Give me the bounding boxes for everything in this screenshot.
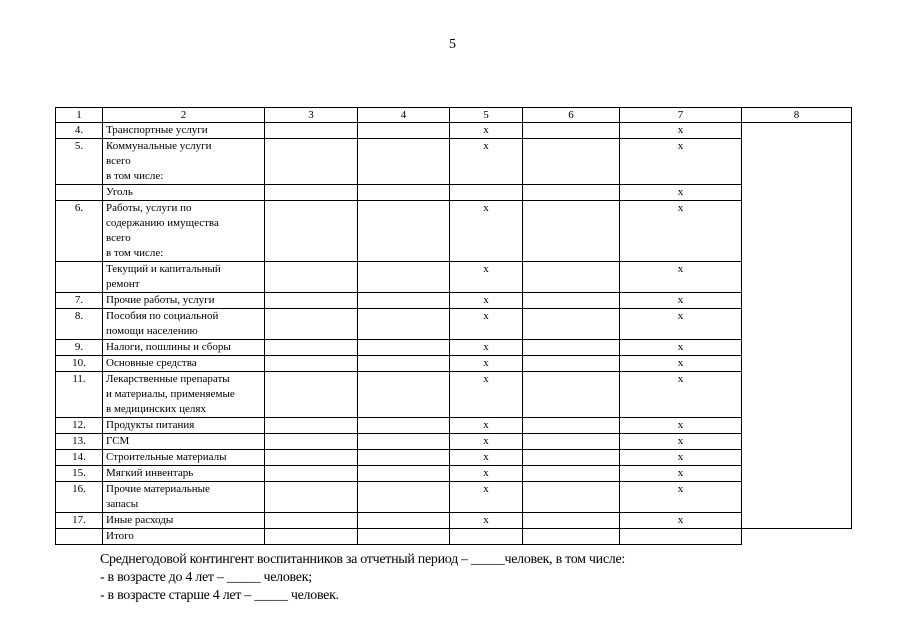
row-name [103, 418, 265, 434]
cell-col7: х [620, 309, 742, 340]
cell-col5: х [450, 450, 523, 466]
cell-col7 [620, 529, 742, 545]
row-name-text: ГСМ [106, 435, 130, 447]
row-name [103, 340, 265, 356]
row-name-text: Налоги, пошлины и сборы [106, 341, 231, 353]
footnote-line-under-4: - в возрасте до 4 лет – _____ человек; [100, 570, 312, 585]
table-row [56, 450, 852, 466]
cell-col7: х [620, 482, 742, 513]
cell-col7: х [620, 185, 742, 201]
cell-col5: х [450, 356, 523, 372]
row-name [103, 513, 265, 529]
cell-col6 [523, 356, 620, 372]
cell-col7: х [620, 262, 742, 293]
row-name [103, 262, 265, 293]
cell-col4 [358, 262, 450, 293]
cell-col6 [523, 340, 620, 356]
cell-col4 [358, 418, 450, 434]
cell-col7: х [620, 293, 742, 309]
row-number: 7. [56, 293, 103, 309]
column-header-5: 5 [450, 108, 523, 123]
row-number: 16. [56, 482, 103, 513]
row-name [103, 309, 265, 340]
row-number [56, 185, 103, 201]
row-name [103, 139, 265, 185]
cell-col7: х [620, 123, 742, 139]
row-name-text: Прочие работы, услуги [106, 294, 215, 306]
row-number: 9. [56, 340, 103, 356]
row-name-text: Основные средства [106, 357, 197, 369]
row-name [103, 356, 265, 372]
table-row [56, 340, 852, 356]
cell-col5: х [450, 139, 523, 185]
row-name [103, 201, 265, 262]
cell-col6 [523, 201, 620, 262]
row-name-text: Коммунальные услуги всего в том числе: [106, 140, 212, 182]
cell-col7: х [620, 372, 742, 418]
row-name [103, 450, 265, 466]
cell-col5: х [450, 201, 523, 262]
cell-col7: х [620, 340, 742, 356]
row-number: 15. [56, 466, 103, 482]
cell-col7: х [620, 434, 742, 450]
row-name-text: Иные расходы [106, 514, 174, 526]
cell-col3 [265, 185, 358, 201]
cell-col3 [265, 466, 358, 482]
footnote [100, 551, 625, 605]
row-number: 17. [56, 513, 103, 529]
cell-col5 [450, 185, 523, 201]
cell-col6 [523, 372, 620, 418]
cell-col7: х [620, 356, 742, 372]
row-name-text: Мягкий инвентарь [106, 467, 194, 479]
page-number: 5 [449, 37, 456, 52]
row-number [56, 262, 103, 293]
row-name [103, 372, 265, 418]
table-row [56, 434, 852, 450]
table-header-row [56, 108, 852, 123]
table-row [56, 123, 852, 139]
row-name-text: Пособия по социальной помощи населению [106, 310, 219, 337]
row-name [103, 434, 265, 450]
row-number: 10. [56, 356, 103, 372]
row-number: 12. [56, 418, 103, 434]
cell-col4 [358, 309, 450, 340]
table-row [56, 185, 852, 201]
row-name-text: Продукты питания [106, 419, 195, 431]
cell-col3 [265, 309, 358, 340]
cell-col3 [265, 340, 358, 356]
row-name-text: Итого [106, 530, 134, 542]
cell-col5 [450, 529, 523, 545]
row-name-text: Уголь [106, 186, 133, 198]
table-row [56, 418, 852, 434]
column-header-4: 4 [358, 108, 450, 123]
row-name [103, 466, 265, 482]
cell-col4 [358, 450, 450, 466]
footnote-line-over-4: - в возрасте старше 4 лет – _____ человек. [100, 588, 339, 603]
table-row [56, 466, 852, 482]
cell-col4 [358, 356, 450, 372]
cell-col6 [523, 482, 620, 513]
cell-col5: х [450, 418, 523, 434]
table-row [56, 293, 852, 309]
cell-col3 [265, 123, 358, 139]
table-row [56, 309, 852, 340]
cell-col7: х [620, 201, 742, 262]
cell-col8-merged [742, 123, 852, 529]
cell-col6 [523, 466, 620, 482]
cell-col3 [265, 293, 358, 309]
table-row [56, 139, 852, 185]
row-name [103, 123, 265, 139]
cell-col3 [265, 513, 358, 529]
row-name [103, 529, 265, 545]
table-body [56, 123, 852, 545]
row-number: 6. [56, 201, 103, 262]
cell-col4 [358, 139, 450, 185]
cell-col4 [358, 340, 450, 356]
column-header-7: 7 [620, 108, 742, 123]
cell-col5: х [450, 309, 523, 340]
cell-col6 [523, 185, 620, 201]
cell-col6 [523, 293, 620, 309]
footnote-line-total: Среднегодовой контингент воспитанников за отчетный период – _____человек, в том числе: [100, 552, 625, 567]
cell-col3 [265, 529, 358, 545]
cell-col3 [265, 262, 358, 293]
column-header-8: 8 [742, 108, 852, 123]
row-number: 8. [56, 309, 103, 340]
cell-col4 [358, 293, 450, 309]
column-header-1: 1 [56, 108, 103, 123]
cell-col5: х [450, 262, 523, 293]
table-row [56, 356, 852, 372]
cell-col5: х [450, 434, 523, 450]
row-name-text: Текущий и капитальный ремонт [106, 263, 221, 290]
cell-col4 [358, 482, 450, 513]
cell-col6 [523, 309, 620, 340]
column-header-2: 2 [103, 108, 265, 123]
cell-col3 [265, 372, 358, 418]
cell-col5: х [450, 482, 523, 513]
row-number: 11. [56, 372, 103, 418]
cell-col6 [523, 418, 620, 434]
cell-col3 [265, 450, 358, 466]
cell-col7: х [620, 513, 742, 529]
cell-col3 [265, 482, 358, 513]
cell-col7: х [620, 139, 742, 185]
cell-col6 [523, 529, 620, 545]
cell-col5: х [450, 513, 523, 529]
cell-col4 [358, 123, 450, 139]
cell-col6 [523, 434, 620, 450]
table-row [56, 529, 852, 545]
cell-col5: х [450, 372, 523, 418]
row-name-text: Строительные материалы [106, 451, 227, 463]
row-name [103, 293, 265, 309]
table-row [56, 201, 852, 262]
table-row [56, 372, 852, 418]
row-name [103, 185, 265, 201]
cell-col3 [265, 434, 358, 450]
row-number [56, 529, 103, 545]
row-number: 13. [56, 434, 103, 450]
expense-table [55, 107, 852, 545]
column-header-3: 3 [265, 108, 358, 123]
cell-col6 [523, 262, 620, 293]
row-number: 14. [56, 450, 103, 466]
cell-col5: х [450, 340, 523, 356]
cell-col6 [523, 139, 620, 185]
cell-col3 [265, 139, 358, 185]
row-number: 5. [56, 139, 103, 185]
cell-col4 [358, 372, 450, 418]
column-header-6: 6 [523, 108, 620, 123]
cell-col5: х [450, 466, 523, 482]
cell-col3 [265, 356, 358, 372]
cell-col6 [523, 123, 620, 139]
row-name-text: Работы, услуги по содержанию имущества всего в том числе: [106, 202, 219, 259]
cell-col5: х [450, 293, 523, 309]
cell-col5: х [450, 123, 523, 139]
row-name [103, 482, 265, 513]
cell-col7: х [620, 418, 742, 434]
table-row [56, 513, 852, 529]
cell-col7: х [620, 466, 742, 482]
row-name-text: Прочие материальные запасы [106, 483, 210, 510]
row-number: 4. [56, 123, 103, 139]
cell-col6 [523, 513, 620, 529]
cell-col3 [265, 418, 358, 434]
cell-col4 [358, 201, 450, 262]
row-name-text: Транспортные услуги [106, 124, 208, 136]
row-name-text: Лекарственные препараты и материалы, применяемые в медицинских целях [106, 373, 235, 415]
table-row [56, 482, 852, 513]
cell-col3 [265, 201, 358, 262]
cell-col4 [358, 434, 450, 450]
cell-col7: х [620, 450, 742, 466]
cell-col4 [358, 529, 450, 545]
cell-col8-empty [742, 529, 852, 545]
cell-col4 [358, 185, 450, 201]
cell-col6 [523, 450, 620, 466]
cell-col4 [358, 466, 450, 482]
table-row [56, 262, 852, 293]
cell-col4 [358, 513, 450, 529]
